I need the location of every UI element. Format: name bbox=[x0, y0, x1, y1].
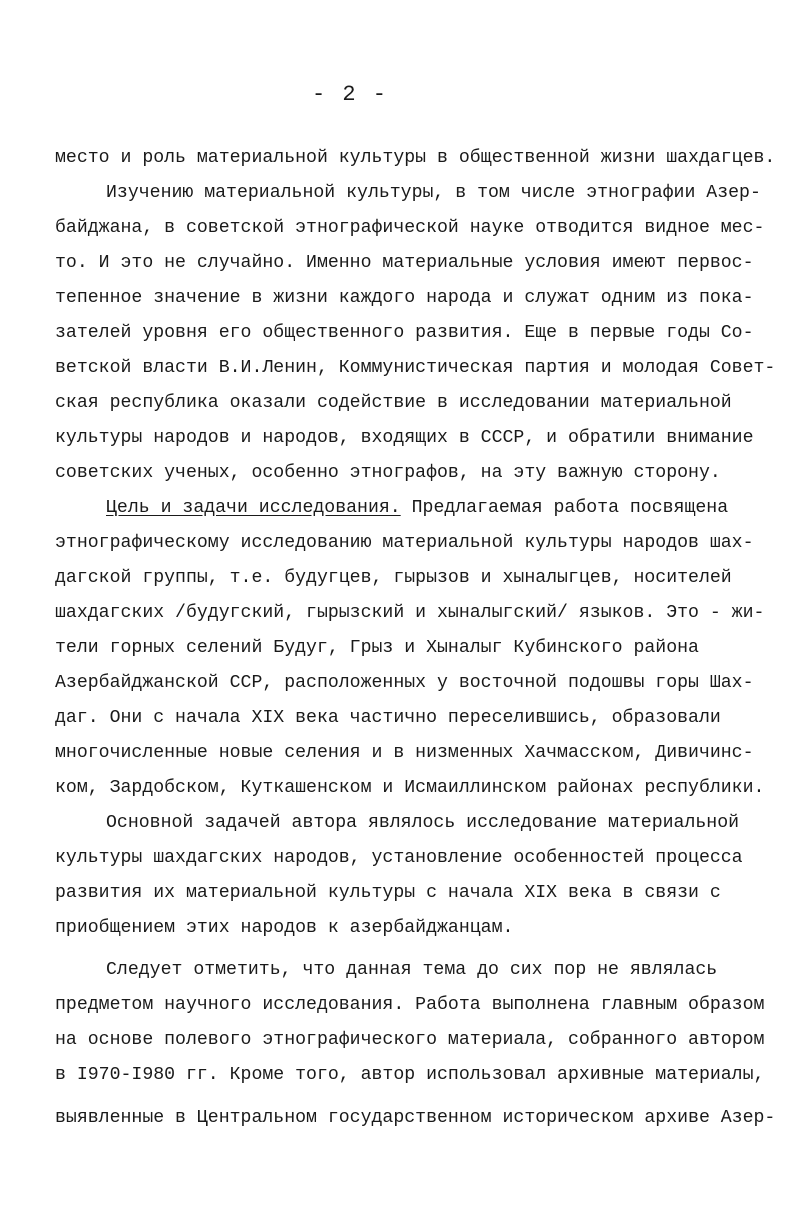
text-line bbox=[106, 496, 760, 520]
text-line: в I970-I980 гг. Кроме того, автор использовал архивные материалы, bbox=[55, 1065, 765, 1085]
text-line: Основной задачей автора являлось исследование материальной bbox=[106, 813, 740, 833]
text-line: дагской группы, т.е. будугцев, гырызов и хыналыгцев, носителей bbox=[55, 568, 732, 588]
text-line: зателей уровня его общественного развития. Еще в первые годы Со- bbox=[55, 323, 754, 343]
text-line: развития их материальной культуры с начала XIX века в связи с bbox=[55, 883, 721, 903]
text-line: то. И это не случайно. Именно материальные условия имеют первос- bbox=[55, 253, 754, 273]
text-line-continuation: Предлагаемая работа посвящена bbox=[411, 498, 729, 518]
text-line: место и роль материальной культуры в общественной жизни шахдагцев. bbox=[55, 148, 776, 168]
text-line: выявленные в Центральном государственном историческом архиве Азер- bbox=[55, 1108, 776, 1128]
text-line: ком, Зардобском, Куткашенском и Исмаиллинском районах республики. bbox=[55, 778, 765, 798]
text-line: на основе полевого этнографического материала, собранного автором bbox=[55, 1030, 765, 1050]
text-line: культуры шахдагских народов, установление особенностей процесса bbox=[55, 848, 743, 868]
text-line: культуры народов и народов, входящих в СССР, и обратили внимание bbox=[55, 428, 754, 448]
text-line: многочисленные новые селения и в низменных Хачмасском, Дивичинс- bbox=[55, 743, 754, 763]
page-number: - 2 - bbox=[311, 82, 388, 107]
text-line: тепенное значение в жизни каждого народа и служат одним из пока- bbox=[55, 288, 754, 308]
text-line: даг. Они с начала XIX века частично переселившись, образовали bbox=[55, 708, 721, 728]
text-line: Следует отметить, что данная тема до сих пор не являлась bbox=[106, 960, 718, 980]
text-line: шахдагских /будугский, гырызский и хыналыгский/ языков. Это - жи- bbox=[55, 603, 765, 623]
text-line: ская республика оказали содействие в исследовании материальной bbox=[55, 393, 732, 413]
text-line: байджана, в советской этнографической науке отводится видное мес- bbox=[55, 218, 765, 238]
text-line: приобщением этих народов к азербайджанцам. bbox=[55, 918, 514, 938]
text-line: предметом научного исследования. Работа выполнена главным образом bbox=[55, 995, 765, 1015]
text-line: советских ученых, особенно этнографов, на эту важную сторону. bbox=[55, 463, 721, 483]
text-line: этнографическому исследованию материальной культуры народов шах- bbox=[55, 533, 754, 553]
text-line: Азербайджанской ССР, расположенных у восточной подошвы горы Шах- bbox=[55, 673, 754, 693]
text-line: Изучению материальной культуры, в том числе этнографии Азер- bbox=[106, 183, 761, 203]
text-line: тели горных селений Будуг, Грыз и Хыналыг Кубинского района bbox=[55, 638, 699, 658]
section-heading: Цель и задачи исследования. bbox=[106, 498, 401, 518]
text-line: ветской власти В.И.Ленин, Коммунистическая партия и молодая Совет- bbox=[55, 358, 776, 378]
